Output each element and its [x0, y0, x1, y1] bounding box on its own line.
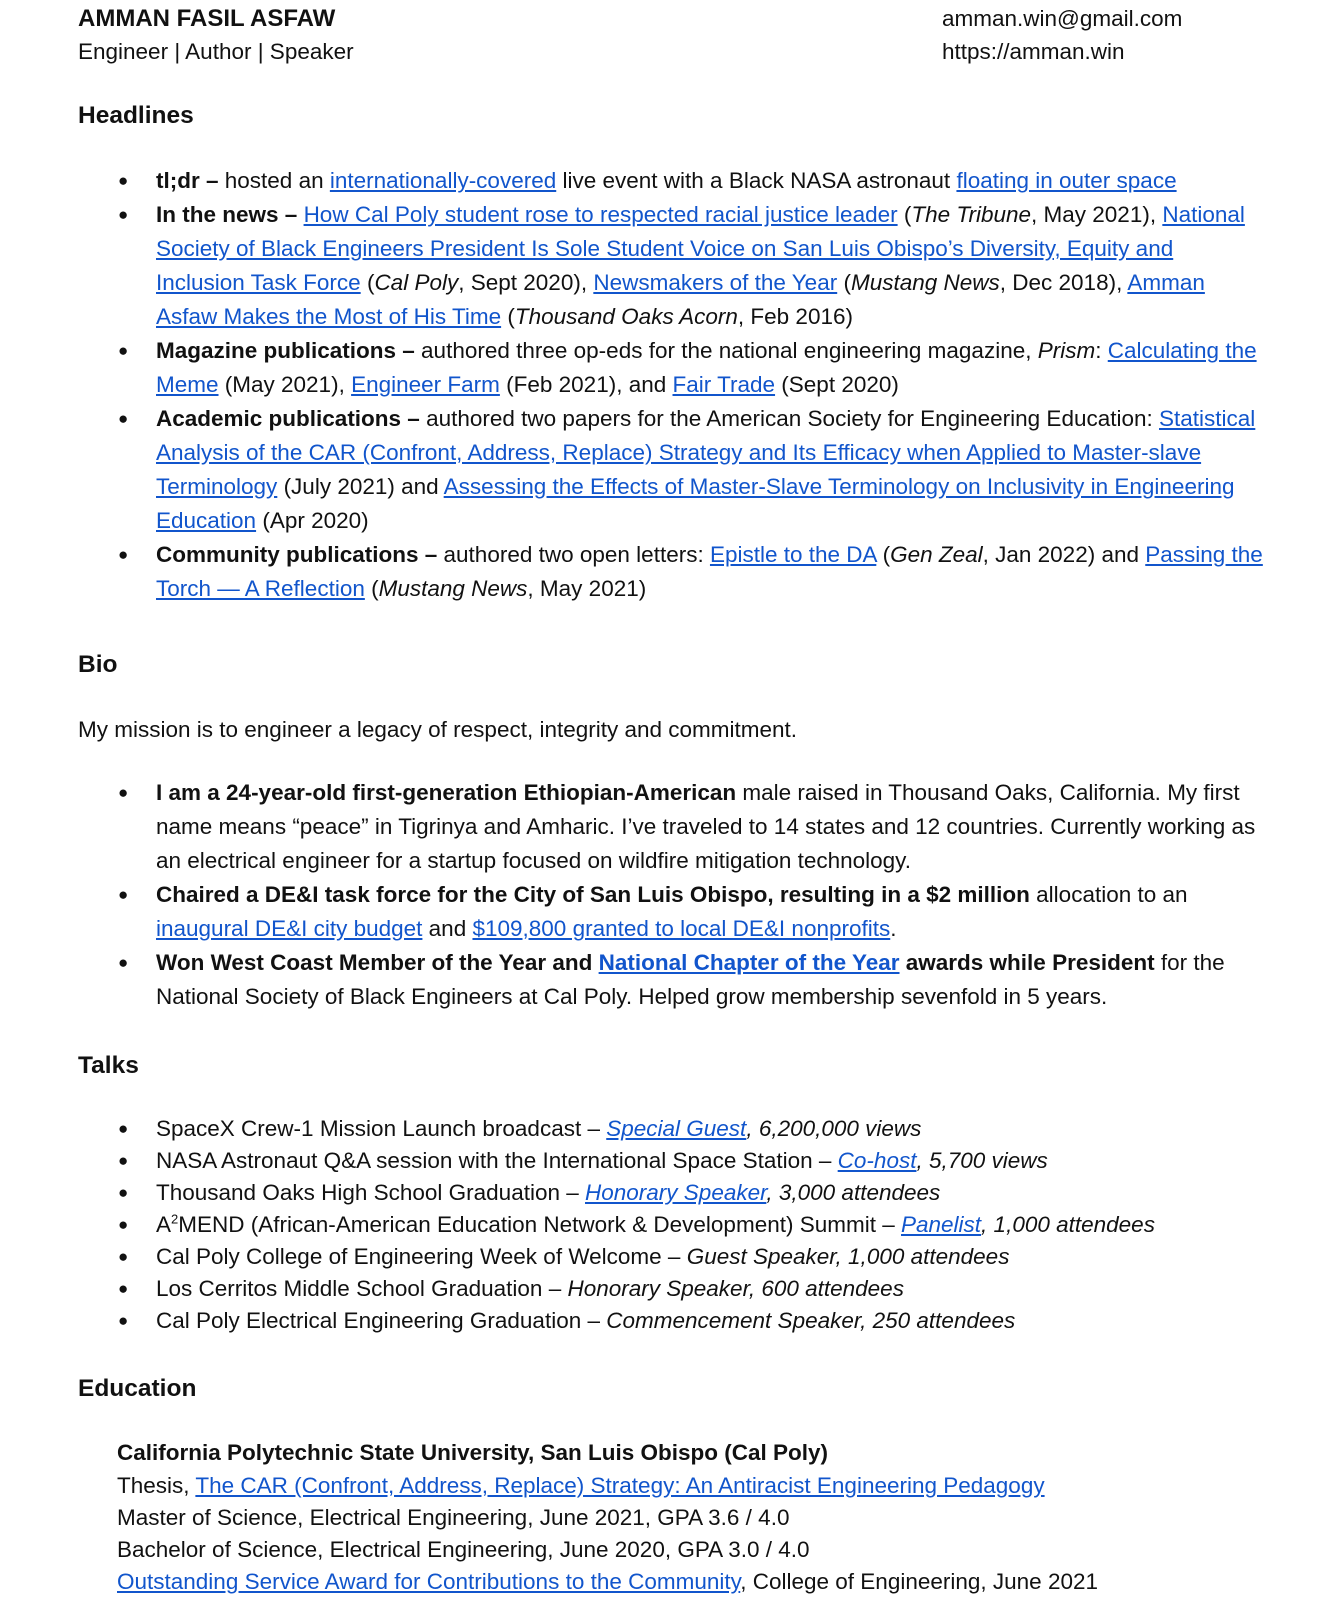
website: https://amman.win: [942, 39, 1125, 64]
talk-item: ● SpaceX Crew-1 Mission Launch broadcast – Special Guest, 6,200,000 views: [156, 1113, 1266, 1145]
list-item-bio-taskforce: ● Chaired a DE&I task force for the City of San Luis Obispo, resulting in a $2 million allocation to an inaugural DE&I city budget and $109,800 granted to local DE&I nonprofits.: [156, 878, 1266, 946]
link-internationally-covered[interactable]: internationally-covered: [329, 168, 557, 193]
link-assessing-effects[interactable]: Assessing the Effects of Master-Slave Terminology on Inclusivity in Engineering Education: [156, 474, 1235, 533]
education-block: [117, 1436, 1098, 1598]
link-engineer-farm[interactable]: Engineer Farm: [351, 372, 500, 397]
section-title-education: Education: [78, 1375, 197, 1402]
talk-item: ● Cal Poly Electrical Engineering Graduation – Commencement Speaker, 250 attendees: [156, 1305, 1266, 1337]
talks-list: [156, 1113, 1266, 1337]
link-passing-the-torch[interactable]: Passing the Torch — A Reflection: [156, 542, 1263, 601]
list-item-magazine: ● Magazine publications – authored three op-eds for the national engineering magazine, Prism: Calculating the Meme (May 2021), Engineer Farm (Feb 2021), and Fair Trade (Sept 2020): [156, 334, 1266, 402]
item-label: Magazine publications –: [156, 338, 415, 363]
mission-statement: My mission is to engineer a legacy of respect, integrity and commitment.: [78, 717, 798, 742]
section-title-talks: Talks: [78, 1052, 139, 1079]
contact-info: [942, 2, 1182, 68]
link-inaugural-budget[interactable]: inaugural DE&I city budget: [156, 916, 423, 941]
headlines-list: [156, 164, 1266, 606]
thesis-line: Thesis, The CAR (Confront, Address, Replace) Strategy: An Antiracist Engineering Pedagogy: [117, 1473, 1045, 1498]
talk-item: ● Los Cerritos Middle School Graduation – Honorary Speaker, 600 attendees: [156, 1273, 1266, 1305]
talk-item: ● NASA Astronaut Q&A session with the International Space Station – Co-host, 5,700 views: [156, 1145, 1266, 1177]
link-co-host[interactable]: Co-host: [837, 1148, 917, 1173]
link-statistical-analysis[interactable]: Statistical Analysis of the CAR (Confront, Address, Replace) Strategy and Its Efficacy when Applied to Master-slave Terminology: [156, 406, 1256, 499]
talk-item: ● Cal Poly College of Engineering Week of Welcome – Guest Speaker, 1,000 attendees: [156, 1241, 1266, 1273]
talk-item: ● Thousand Oaks High School Graduation – Honorary Speaker, 3,000 attendees: [156, 1177, 1266, 1209]
list-item-community: ● Community publications – authored two open letters: Epistle to the DA (Gen Zeal, Jan 2022) and Passing the Torch — A Reflection (Mustang News, May 2021): [156, 538, 1266, 606]
degree-bs: Bachelor of Science, Electrical Engineering, June 2020, GPA 3.0 / 4.0: [117, 1537, 810, 1562]
award-line: Outstanding Service Award for Contributions to the Community, College of Engineering, June 2021: [117, 1569, 1098, 1594]
person-name: AMMAN FASIL ASFAW: [78, 5, 336, 32]
link-fair-trade[interactable]: Fair Trade: [672, 372, 776, 397]
list-item-bio-identity: ● I am a 24-year-old first-generation Ethiopian-American male raised in Thousand Oaks, California. My first name means “peace” in Tigrinya and Amharic. I’ve traveled to 14 states and 12 countries. Currently working as an electrical engineer for a startup focused on wildfire mitigation technology.: [156, 776, 1266, 878]
talk-item: ● $A^2MEND$ (African-American Education Network & Development) Summit – Panelist, 1,000 attendees: [156, 1209, 1266, 1241]
resume-header: [78, 2, 354, 68]
section-title-bio: Bio: [78, 651, 118, 678]
link-news-acorn[interactable]: Amman Asfaw Makes the Most of His Time: [156, 270, 1205, 329]
link-news-calpoly[interactable]: National Society of Black Engineers President Is Sole Student Voice on San Luis Obispo’s Diversity, Equity and Inclusion Task Force: [156, 202, 1245, 295]
link-epistle-to-the-da[interactable]: Epistle to the DA: [709, 542, 877, 567]
item-label: In the news –: [156, 202, 298, 227]
link-national-chapter[interactable]: National Chapter of the Year: [598, 950, 900, 975]
item-label: tl;dr –: [156, 168, 219, 193]
degree-ms: Master of Science, Electrical Engineering, June 2021, GPA 3.6 / 4.0: [117, 1505, 790, 1530]
school-name: California Polytechnic State University, San Luis Obispo (Cal Poly): [117, 1440, 828, 1465]
link-floating-in-outer-space[interactable]: floating in outer space: [956, 168, 1177, 193]
list-item-bio-awards: ● Won West Coast Member of the Year and National Chapter of the Year awards while President for the National Society of Black Engineers at Cal Poly. Helped grow membership sevenfold in 5 years.: [156, 946, 1266, 1014]
link-calculating-the-meme[interactable]: Calculating the Meme: [156, 338, 1257, 397]
link-special-guest[interactable]: Special Guest: [606, 1116, 747, 1141]
list-item-academic: ● Academic publications – authored two papers for the American Society for Engineering Education: Statistical Analysis of the CAR (Confront, Address, Replace) Strategy and Its Efficacy when Applied to Master-slave Terminology (July 2021) and Assessing the Effects of Master-Slave Terminology on Inclusivity in Engineering Education (Apr 2020): [156, 402, 1266, 538]
email: amman.win@gmail.com: [942, 6, 1183, 31]
link-thesis[interactable]: The CAR (Confront, Address, Replace) Strategy: An Antiracist Engineering Pedagogy: [195, 1473, 1045, 1498]
link-panelist[interactable]: Panelist: [901, 1212, 982, 1237]
link-service-award[interactable]: Outstanding Service Award for Contributions to the Community: [117, 1569, 741, 1594]
item-label: Community publications –: [156, 542, 438, 567]
link-news-newsmakers[interactable]: Newsmakers of the Year: [593, 270, 838, 295]
link-news-tribune[interactable]: How Cal Poly student rose to respected racial justice leader: [303, 202, 898, 227]
tagline: Engineer | Author | Speaker: [78, 39, 354, 64]
link-nonprofit-grants[interactable]: $109,800 granted to local DE&I nonprofits: [472, 916, 891, 941]
item-label: Academic publications –: [156, 406, 420, 431]
list-item-tldr: ● tl;dr – hosted an internationally-covered live event with a Black NASA astronaut floating in outer space: [156, 164, 1266, 198]
section-title-headlines: Headlines: [78, 102, 194, 129]
bio-list: [156, 776, 1266, 1014]
list-item-news: ● In the news – How Cal Poly student rose to respected racial justice leader (The Tribune, May 2021), National Society of Black Engineers President Is Sole Student Voice on San Luis Obispo’s Diversity, Equity and Inclusion Task Force (Cal Poly, Sept 2020), Newsmakers of the Year (Mustang News, Dec 2018), Amman Asfaw Makes the Most of His Time (Thousand Oaks Acorn, Feb 2016): [156, 198, 1266, 334]
link-honorary-speaker[interactable]: Honorary Speaker: [585, 1180, 767, 1205]
